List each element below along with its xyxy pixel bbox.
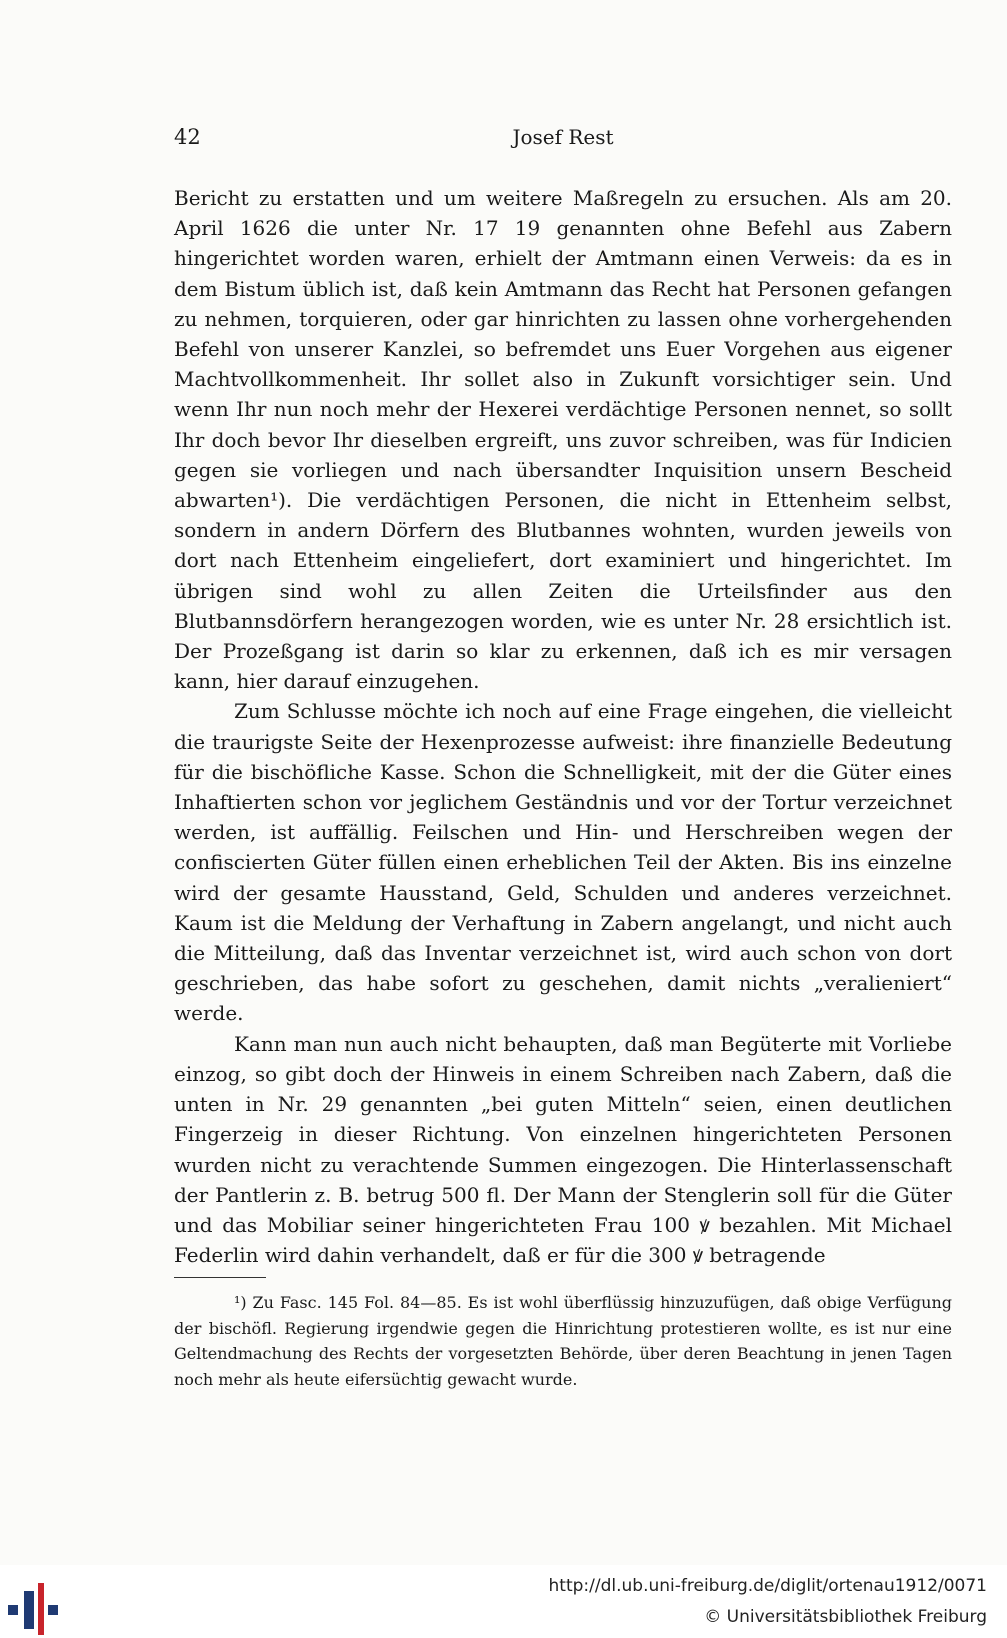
source-url-link[interactable]: http://dl.ub.uni-freiburg.de/diglit/ortenau1912/0071	[548, 1576, 987, 1596]
copyright-notice: © Universitätsbibliothek Freiburg	[704, 1607, 987, 1627]
footer-bar	[0, 1565, 1007, 1638]
running-title: Josef Rest	[512, 125, 614, 149]
paragraph-3: Kann man nun auch nicht behaupten, daß man Begüterte mit Vorliebe einzog, so gibt doch der Hinweis in einem Schreiben nach Zabern, daß die unten in Nr. 29 genannten „bei guten Mitteln“ seien, einen deutlichen Fingerzeig in dieser Richtung. Von einzelnen hingerichteten Personen wurden nicht zu verachtende Summen eingezogen. Die Hinterlassenschaft der Pantlerin z. B. betrug 500 fl. Der Mann der Stenglerin soll für die Güter und das Mobiliar seiner hingerichteten Frau 100 ꝟ bezahlen. Mit Michael Federlin wird dahin verhandelt, daß er für die 300 ꝟ betragende	[174, 1031, 952, 1268]
paragraph-1: Bericht zu erstatten und um weitere Maßregeln zu ersuchen. Als am 20. April 1626 die unter Nr. 17 19 genannten ohne Befehl aus Zabern hingerichtet worden waren, erhielt der Amtmann einen Verweis: da es in dem Bistum üblich ist, daß kein Amtmann das Recht hat Personen gefangen zu nehmen, torquieren, oder gar hinrichten zu lassen ohne vorhergehenden Befehl von unserer Kanzlei, so befremdet uns Euer Vorgehen aus eigener Machtvollkommenheit. Ihr sollet also in Zukunft vorsichtiger sein. Und wenn Ihr nun noch mehr der Hexerei verdächtige Personen nennet, so sollt Ihr doch bevor Ihr dieselben ergreift, uns zuvor schreiben, was für Indicien gegen sie vorliegen und nach übersandter Inquisition unsern Bescheid abwarten¹). Die verdächtigen Personen, die nicht in Ettenheim selbst, sondern in andern Dörfern des Blutbannes wohnten, wurden jeweils von dort nach Ettenheim eingeliefert, dort examiniert und hingerichtet. Im übrigen sind wohl zu allen Zeiten die Urteilsfinder aus den Blutbannsdörfern herangezogen worden, wie es unter Nr. 28 ersichtlich ist. Der Prozeßgang ist darin so klar zu erkennen, daß ich es mir versagen kann, hier darauf einzugehen.	[174, 186, 952, 694]
page-header	[174, 125, 952, 155]
paragraph-2: Zum Schlusse möchte ich noch auf eine Frage eingehen, die vielleicht die traurigste Seite der Hexenprozesse aufweist: ihre finanzielle Bedeutung für die bischöfliche Kasse. Schon die Schnelligkeit, mit der die Güter eines Inhaftierten schon vor jeglichem Geständnis und vor der Tortur verzeichnet werden, ist auffällig. Feilschen und Hin- und Herschreiben wegen der confiscierten Güter füllen einen erheblichen Teil der Akten. Bis ins einzelne wird der gesamte Hausstand, Geld, Schulden und anderes verzeichnet. Kaum ist die Meldung der Verhaftung in Zabern angelangt, und nicht auch die Mitteilung, daß das Inventar verzeichnet ist, wird auch schon von dort geschrieben, das habe sofort zu geschehen, damit nichts „veralieniert“ werde.	[174, 699, 952, 1026]
footnote: ¹) Zu Fasc. 145 Fol. 84—85. Es ist wohl überflüssig hinzuzufügen, daß obige Verfügung der bischöfl. Regierung irgendwie gegen die Hinrichtung protestieren wollte, es ist nur eine Geltendmachung des Rechts der vorgesetzten Behörde, über deren Beachtung in jenen Tagen noch mehr als heute eifersüchtig gewacht wurde.	[174, 1293, 952, 1389]
body-text	[174, 183, 952, 1270]
footnote-separator	[174, 1277, 266, 1278]
ub-freiburg-logo-icon[interactable]	[8, 1583, 64, 1635]
page-number: 42	[174, 125, 201, 149]
